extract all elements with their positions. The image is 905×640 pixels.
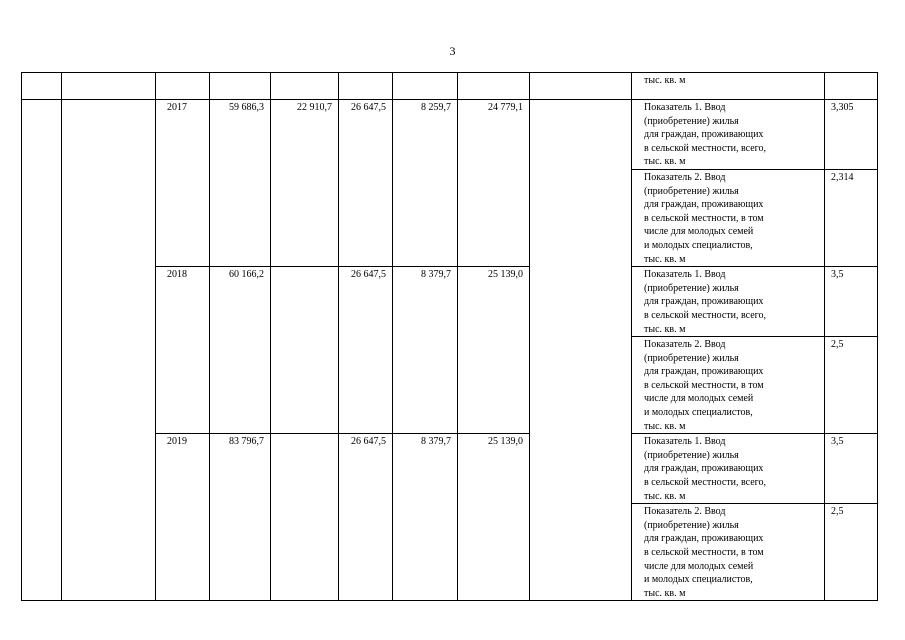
indicator-value: 3,5 [825, 434, 878, 504]
table-row [22, 100, 878, 170]
value-cell [271, 434, 339, 601]
indicator-value: 2,5 [825, 504, 878, 601]
total-cell: 83 796,7 [210, 434, 271, 601]
value-cell: 8 259,7 [393, 100, 458, 267]
table-cell [210, 73, 271, 100]
table-cell [339, 73, 393, 100]
value-cell: 26 647,5 [339, 100, 393, 267]
table-cell [62, 100, 156, 601]
value-cell: 25 139,0 [458, 267, 530, 434]
year-cell: 2018 [156, 267, 210, 434]
value-cell: 25 139,0 [458, 434, 530, 601]
table-cell [271, 73, 339, 100]
year-cell: 2019 [156, 434, 210, 601]
table-body [22, 73, 878, 601]
table-cell [22, 100, 62, 601]
table-cell [458, 73, 530, 100]
table-cell [530, 73, 632, 100]
value-cell [271, 267, 339, 434]
total-cell: 59 686,3 [210, 100, 271, 267]
page-number: 3 [449, 44, 456, 58]
program-table [21, 72, 878, 601]
indicator-text: Показатель 1. Ввод (приобретение) жилья для граждан, проживающих в сельской местности, всего, тыс. кв. м [632, 267, 825, 337]
table-cell [393, 73, 458, 100]
indicator-text: Показатель 2. Ввод (приобретение) жилья для граждан, проживающих в сельской местности, в том числе для молодых семей и молодых специалистов, тыс. кв. м [632, 169, 825, 266]
table-cell [825, 73, 878, 100]
value-cell: 22 910,7 [271, 100, 339, 267]
table-cell [530, 100, 632, 601]
indicator-text: Показатель 2. Ввод (приобретение) жилья для граждан, проживающих в сельской местности, в том числе для молодых семей и молодых специалистов, тыс. кв. м [632, 504, 825, 601]
indicator-text: Показатель 2. Ввод (приобретение) жилья для граждан, проживающих в сельской местности, в том числе для молодых семей и молодых специалистов, тыс. кв. м [632, 337, 825, 434]
value-cell: 8 379,7 [393, 434, 458, 601]
indicator-value: 2,5 [825, 337, 878, 434]
year-cell: 2017 [156, 100, 210, 267]
total-cell: 60 166,2 [210, 267, 271, 434]
indicator-value: 3,5 [825, 267, 878, 337]
table-cell [22, 73, 62, 100]
indicator-text: Показатель 1. Ввод (приобретение) жилья для граждан, проживающих в сельской местности, всего, тыс. кв. м [632, 434, 825, 504]
table-row [22, 73, 878, 100]
value-cell: 24 779,1 [458, 100, 530, 267]
value-cell: 26 647,5 [339, 434, 393, 601]
indicator-text: тыс. кв. м [632, 73, 825, 100]
table-cell [156, 73, 210, 100]
indicator-text: Показатель 1. Ввод (приобретение) жилья для граждан, проживающих в сельской местности, всего, тыс. кв. м [632, 100, 825, 170]
indicator-value: 2,314 [825, 169, 878, 266]
value-cell: 8 379,7 [393, 267, 458, 434]
table-cell [62, 73, 156, 100]
indicator-value: 3,305 [825, 100, 878, 170]
value-cell: 26 647,5 [339, 267, 393, 434]
